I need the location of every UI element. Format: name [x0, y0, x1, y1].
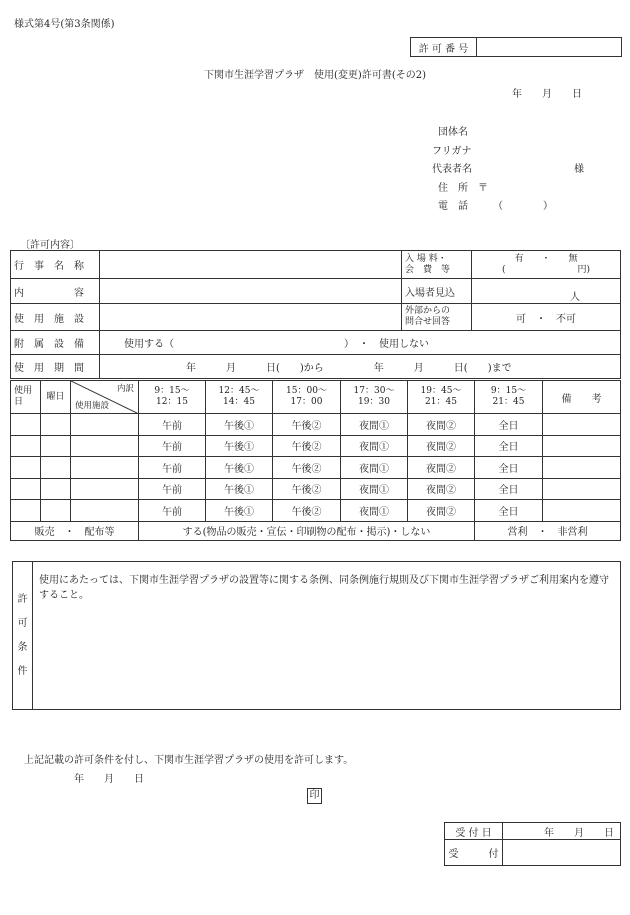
slot-cell[interactable]: 夜間① [341, 478, 408, 500]
slot-cell[interactable]: 夜間② [408, 500, 475, 522]
slot-cell[interactable]: 午前 [139, 457, 206, 479]
use-date-cell[interactable] [11, 478, 41, 500]
use-date-cell[interactable] [11, 500, 41, 522]
slot-cell[interactable]: 全日 [475, 435, 543, 457]
day-header: 曜日 [41, 381, 71, 414]
admission-fee-label: 入 場 料・ 会 費 等 [402, 251, 472, 279]
address-label: 住 所 〒 [438, 183, 488, 194]
phone-label: 電 話 （ ） [438, 201, 553, 212]
slot-cell[interactable]: 午後① [206, 435, 273, 457]
issue-date: 年 月 日 [512, 89, 582, 100]
remarks-header: 備 考 [543, 381, 621, 414]
seal-mark: 印 [307, 788, 322, 804]
sales-field[interactable]: する(物品の販売・宣伝・印刷物の配布・掲示)・しない [139, 521, 475, 540]
facility-cell[interactable] [71, 435, 139, 457]
breakdown-header [71, 381, 139, 414]
slot-cell[interactable]: 午後② [273, 478, 341, 500]
slot-cell[interactable]: 全日 [475, 414, 543, 436]
external-inquiry-field[interactable]: 可 ・ 不可 [472, 304, 621, 331]
equipment-field[interactable]: 使用する（ ） ・ 使用しない [100, 331, 621, 355]
table-row [11, 457, 621, 479]
day-cell[interactable] [41, 457, 71, 479]
conditions-box [12, 561, 621, 710]
use-date-cell[interactable] [11, 435, 41, 457]
facility-field[interactable] [100, 304, 402, 331]
use-date-cell[interactable] [11, 457, 41, 479]
period-label: 使 用 期 間 [11, 355, 100, 379]
content-field[interactable] [100, 279, 402, 304]
permit-section-label: 〔許可内容〕 [20, 240, 80, 251]
slot-header-4: 17：30～ 19：30 [341, 381, 408, 414]
use-date-cell[interactable] [11, 414, 41, 436]
table-row [11, 478, 621, 500]
day-cell[interactable] [41, 414, 71, 436]
slot-cell[interactable]: 夜間① [341, 414, 408, 436]
slot-cell[interactable]: 午後① [206, 500, 273, 522]
sales-label: 販売 ・ 配布等 [11, 521, 139, 540]
slot-cell[interactable]: 夜間① [341, 435, 408, 457]
facility-used-label: 使用施設 [75, 401, 110, 411]
org-label: 団体名 [438, 127, 468, 138]
admission-fee-field[interactable]: 有 ・ 無 ( 円) [472, 251, 621, 279]
received-date-label: 受 付 日 [445, 823, 503, 840]
grant-date: 年 月 日 [74, 774, 144, 785]
conditions-text: 使用にあたっては、下関市生涯学習プラザの設置等に関する条例、同条例施行規則及び下関市生涯学習プラザご利用案内を遵守すること。 [33, 562, 621, 710]
period-field[interactable]: 年 月 日( )から 年 月 日( )まで [100, 355, 621, 379]
slot-header-3: 15：00～ 17：00 [273, 381, 341, 414]
slot-cell[interactable]: 全日 [475, 457, 543, 479]
slot-cell[interactable]: 午後② [273, 500, 341, 522]
sama-label: 様 [574, 164, 584, 175]
slot-header-5: 19：45～ 21：45 [408, 381, 475, 414]
slot-cell[interactable]: 午前 [139, 414, 206, 436]
grant-statement: 上記記載の許可条件を付し、下関市生涯学習プラザの使用を許可します。 [24, 755, 354, 766]
remarks-cell[interactable] [543, 478, 621, 500]
facility-label: 使 用 施 設 [11, 304, 100, 331]
conditions-label: 許 可 条 件 [13, 562, 33, 710]
page-title: 下関市生涯学習プラザ 使用(変更)許可書(その2) [204, 70, 426, 81]
slot-cell[interactable]: 夜間① [341, 457, 408, 479]
schedule-table [10, 380, 621, 541]
breakdown-label: 内訳 [116, 384, 134, 394]
furigana-label: フリガナ [432, 146, 472, 157]
slot-cell[interactable]: 夜間② [408, 414, 475, 436]
content-label: 内 容 [11, 279, 100, 304]
slot-cell[interactable]: 午後① [206, 414, 273, 436]
day-cell[interactable] [41, 435, 71, 457]
remarks-cell[interactable] [543, 457, 621, 479]
slot-header-6: 9：15～ 21：45 [475, 381, 543, 414]
slot-header-1: 9：15～ 12：15 [139, 381, 206, 414]
expected-visitors-label: 入場者見込 [402, 279, 472, 304]
permit-number-label: 許 可 番 号 [411, 38, 477, 57]
receiver-label: 受 付 [445, 840, 503, 866]
permit-number-box [410, 37, 622, 57]
day-cell[interactable] [41, 478, 71, 500]
receipt-box [444, 822, 621, 866]
slot-cell[interactable]: 午後① [206, 478, 273, 500]
receiver-field[interactable] [503, 840, 621, 866]
form-id: 様式第4号(第3条関係) [14, 19, 115, 30]
received-date-field[interactable]: 年 月 日 [503, 823, 621, 840]
slot-cell[interactable]: 夜間② [408, 435, 475, 457]
table-row [11, 414, 621, 436]
slot-cell[interactable]: 午後② [273, 414, 341, 436]
profit-field[interactable]: 営利 ・ 非営利 [475, 521, 621, 540]
event-name-label: 行 事 名 称 [11, 251, 100, 279]
facility-cell[interactable] [71, 414, 139, 436]
facility-cell[interactable] [71, 500, 139, 522]
slot-cell[interactable]: 全日 [475, 500, 543, 522]
slot-header-2: 12：45～ 14：45 [206, 381, 273, 414]
permit-number-field[interactable] [477, 38, 622, 57]
slot-cell[interactable]: 午前 [139, 500, 206, 522]
slot-cell[interactable]: 夜間① [341, 500, 408, 522]
slot-cell[interactable]: 午後① [206, 457, 273, 479]
rep-label: 代表者名 [432, 164, 472, 175]
slot-cell[interactable]: 午前 [139, 478, 206, 500]
permit-content-table [10, 250, 621, 379]
remarks-cell[interactable] [543, 414, 621, 436]
table-row [11, 435, 621, 457]
slot-cell[interactable]: 夜間② [408, 478, 475, 500]
table-row [11, 500, 621, 522]
equipment-label: 附 属 設 備 [11, 331, 100, 355]
event-name-field[interactable] [100, 251, 402, 279]
day-cell[interactable] [41, 500, 71, 522]
use-date-header: 使用日 [11, 381, 41, 414]
remarks-cell[interactable] [543, 435, 621, 457]
slot-cell[interactable]: 午前 [139, 435, 206, 457]
external-inquiry-label: 外部からの 問合せ回答 [402, 304, 472, 331]
facility-cell[interactable] [71, 478, 139, 500]
slot-cell[interactable]: 午後② [273, 435, 341, 457]
slot-cell[interactable]: 午後② [273, 457, 341, 479]
slot-cell[interactable]: 全日 [475, 478, 543, 500]
facility-cell[interactable] [71, 457, 139, 479]
slot-cell[interactable]: 夜間② [408, 457, 475, 479]
expected-visitors-field[interactable]: 人 [472, 279, 621, 304]
remarks-cell[interactable] [543, 500, 621, 522]
